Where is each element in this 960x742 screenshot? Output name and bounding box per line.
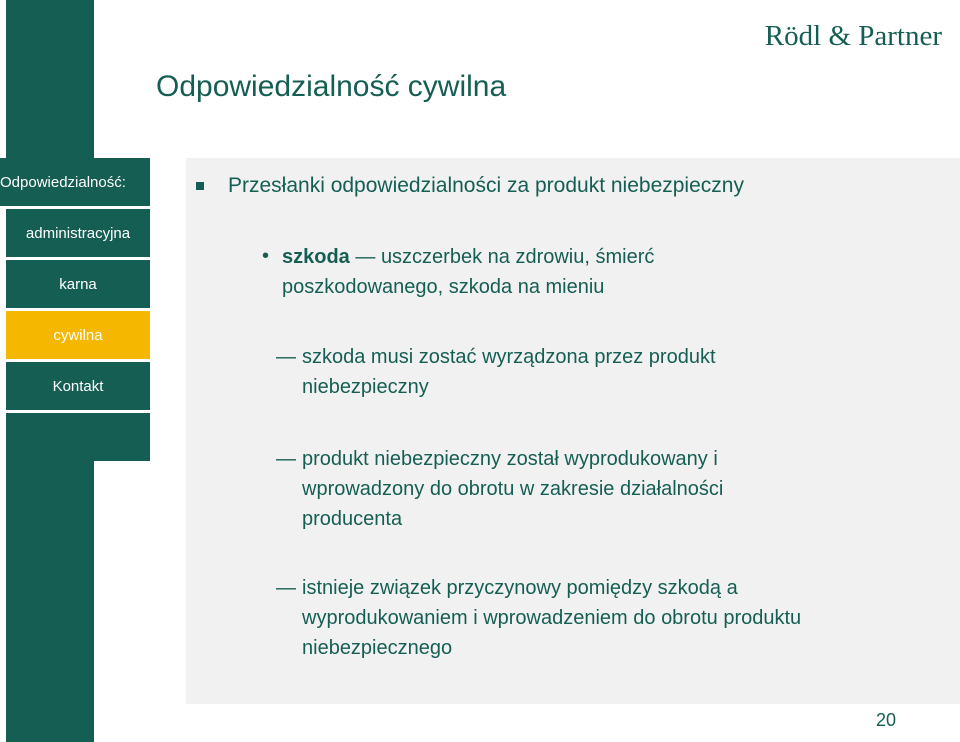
brand-logo: Rödl & Partner [764,20,942,52]
bullet-szkoda [262,242,655,302]
sub-item-1 [276,342,716,402]
sub-item-3 [276,573,802,663]
sub-item-2-line-3: producenta [302,508,403,530]
sub-item-1-line-2: niebezpieczny [302,376,429,398]
bullet-term: szkoda [282,246,350,268]
sub-item-2-line-1: produkt niebezpieczny został wyprodukowany i [302,448,718,470]
section-heading [196,174,744,198]
dash-icon: — [276,577,296,599]
sidebar-item-odpowiedzialnosc[interactable]: Odpowiedzialność: [0,158,150,206]
sidebar-item-kontakt[interactable]: Kontakt [6,362,150,410]
sidebar-item-empty[interactable] [6,413,150,461]
section-heading-text: Przesłanki odpowiedzialności za produkt niebezpieczny [228,174,744,197]
sub-item-2-line-2: wprowadzony do obrotu w zakresie działalności [302,478,724,500]
sub-item-2 [276,444,724,534]
bullet-line-1: uszczerbek na zdrowiu, śmierć [380,246,655,268]
page-number: 20 [875,710,896,730]
sub-item-3-line-2: wyprodukowaniem i wprowadzeniem do obrotu produktu [302,607,802,629]
bullet-line-2: poszkodowanego, szkoda na mieniu [282,276,605,298]
bullet-dash: — [349,246,381,268]
square-bullet-icon [196,182,204,190]
page-title: Odpowiedzialność cywilna [156,70,507,103]
dash-icon: — [276,448,296,470]
sub-item-3-line-3: niebezpiecznego [302,637,453,659]
sidebar-item-administracyjna[interactable]: administracyjna [6,209,150,257]
sub-item-3-line-1: istnieje związek przyczynowy pomiędzy szkodą a [302,577,738,599]
sidebar-top-bar [6,0,94,158]
bullet-dot-icon: • [262,245,270,267]
dash-icon: — [276,346,296,368]
sidebar-item-cywilna[interactable]: cywilna [6,311,150,359]
sidebar-bottom-bar [6,460,94,742]
sub-item-1-line-1: szkoda musi zostać wyrządzona przez produkt [302,346,716,368]
sidebar-item-karna[interactable]: karna [6,260,150,308]
content-panel [186,158,960,704]
